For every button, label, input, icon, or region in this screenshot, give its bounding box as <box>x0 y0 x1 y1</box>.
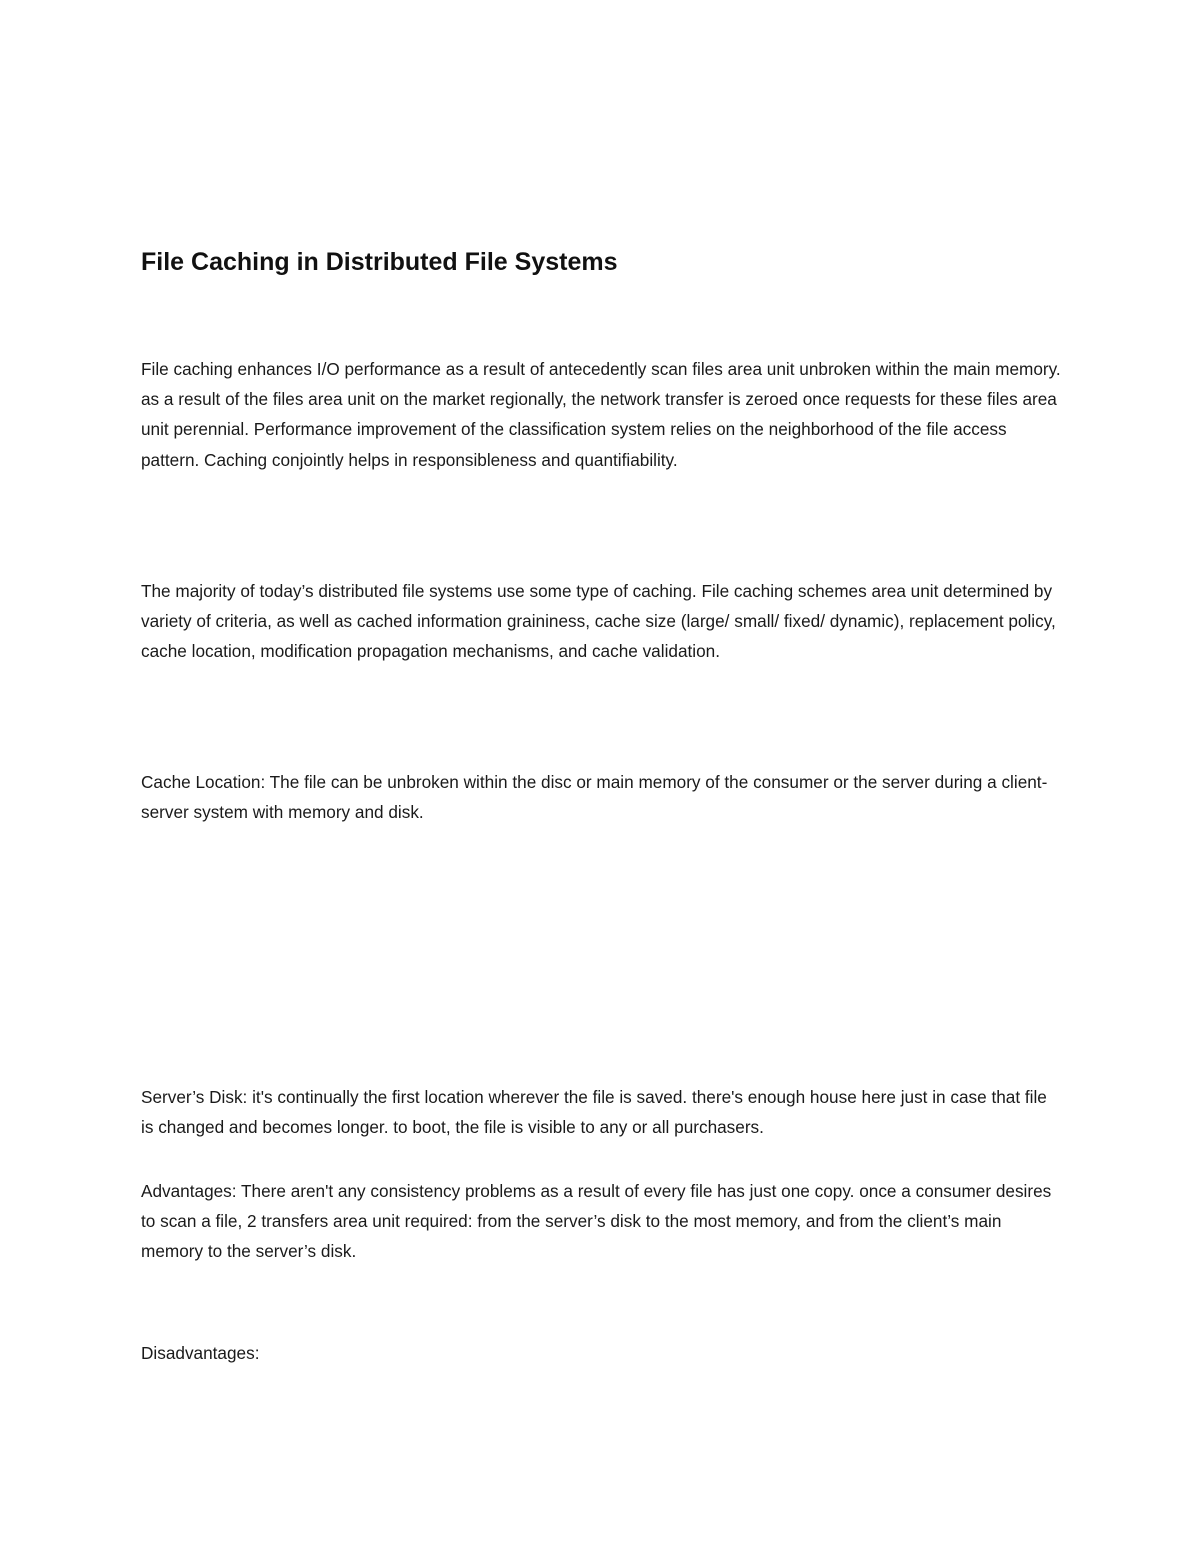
paragraph-disadvantages: Disadvantages: <box>141 1343 260 1363</box>
paragraph-cache-location: Cache Location: The file can be unbroken within the disc or main memory of the consumer or the server during a client-server system with memory and disk. <box>141 772 1048 823</box>
paragraph-caching-schemes: The majority of today’s distributed file systems use some type of caching. File caching schemes area unit determined by variety of criteria, as well as cached information graininess, cache size (large/ small/ fixed/ dynamic), replacement policy, cache location, modification propagation mechanisms, and cache validation. <box>141 581 1056 662</box>
paragraph-servers-disk: Server’s Disk: it's continually the first location wherever the file is saved. there's enough house here just in case that file is changed and becomes longer. to boot, the file is visible to any or all purchasers. <box>141 1087 1047 1138</box>
paragraph-intro: File caching enhances I/O performance as a result of antecedently scan files area unit unbroken within the main memory. as a result of the files area unit on the market regionally, the network transfer is zeroed once requests for these files area unit perennial. Performance improvement of the classification system relies on the neighborhood of the file access pattern. Caching conjointly helps in responsibleness and quantifiability. <box>141 359 1061 470</box>
document-title: File Caching in Distributed File Systems <box>141 248 618 276</box>
paragraph-advantages: Advantages: There aren't any consistency problems as a result of every file has just one copy. once a consumer desires to scan a file, 2 transfers area unit required: from the server’s disk to the most memory, and from the client’s main memory to the server’s disk. <box>141 1181 1052 1262</box>
